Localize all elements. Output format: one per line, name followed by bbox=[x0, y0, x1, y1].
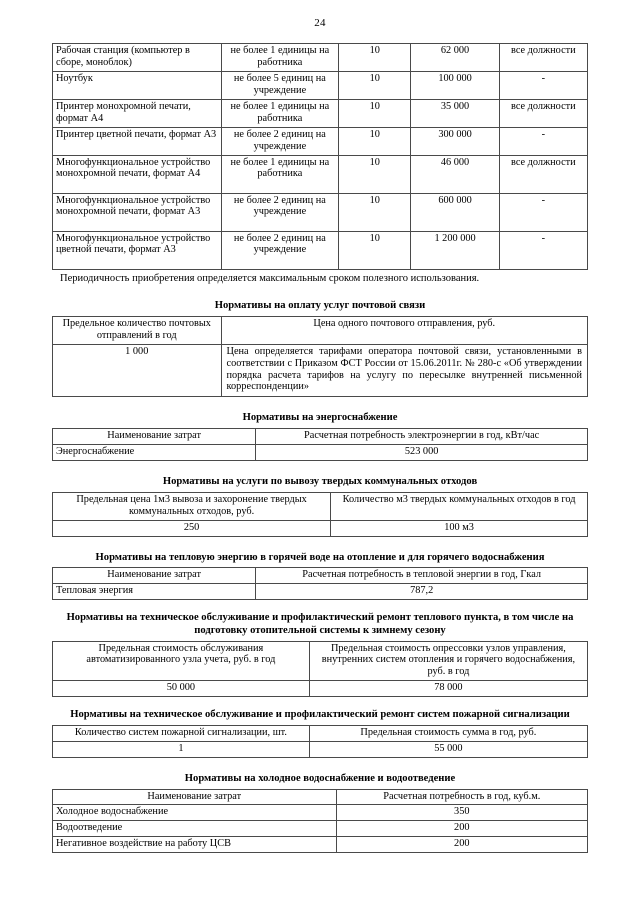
thermal-header-right: Расчетная потребность в тепловой энергии в год, Гкал bbox=[256, 568, 588, 584]
water-row-value: 200 bbox=[336, 821, 587, 837]
equipment-table bbox=[52, 43, 588, 270]
table-row bbox=[53, 520, 588, 536]
postal-header-left: Предельное количество почтовых отправлений в год bbox=[53, 316, 222, 344]
equipment-price: 600 000 bbox=[411, 193, 499, 231]
equipment-period: 10 bbox=[339, 99, 411, 127]
equipment-limit: не более 5 единиц на учреждение bbox=[221, 71, 339, 99]
water-table bbox=[52, 789, 588, 854]
water-section-title: Нормативы на холодное водоснабжение и водоотведение bbox=[184, 772, 456, 784]
table-header-row bbox=[53, 725, 588, 741]
table-row bbox=[53, 99, 588, 127]
table-row bbox=[53, 231, 588, 269]
page-number: 24 bbox=[314, 17, 326, 29]
equipment-positions: все должности bbox=[499, 44, 587, 72]
postal-section-title: Нормативы на оплату услуг почтовой связи bbox=[214, 300, 426, 312]
equipment-limit: не более 1 единицы на работника bbox=[221, 99, 339, 127]
heat-point-value-right: 78 000 bbox=[309, 681, 587, 697]
equipment-name: Многофункциональное устройство цветной печати, формат А3 bbox=[53, 231, 222, 269]
equipment-price: 35 000 bbox=[411, 99, 499, 127]
equipment-positions: - bbox=[499, 127, 587, 155]
table-header-row bbox=[53, 789, 588, 805]
thermal-section-title: Нормативы на тепловую энергию в горячей воде на отопление и для горячего водоснабжения bbox=[95, 551, 545, 563]
equipment-period: 10 bbox=[339, 71, 411, 99]
equipment-name: Многофункциональное устройство монохромной печати, формат А4 bbox=[53, 155, 222, 193]
table-header-row bbox=[53, 316, 588, 344]
energy-table bbox=[52, 428, 588, 461]
table-row bbox=[53, 344, 588, 397]
table-row bbox=[53, 741, 588, 757]
table-row bbox=[53, 155, 588, 193]
table-row bbox=[53, 193, 588, 231]
equipment-limit: не более 2 единиц на учреждение bbox=[221, 193, 339, 231]
equipment-name: Принтер цветной печати, формат А3 bbox=[53, 127, 222, 155]
energy-header-left: Наименование затрат bbox=[53, 429, 256, 445]
energy-row-value: 523 000 bbox=[256, 445, 588, 461]
table-row bbox=[53, 71, 588, 99]
thermal-header-left: Наименование затрат bbox=[53, 568, 256, 584]
equipment-limit: не более 2 единиц на учреждение bbox=[221, 127, 339, 155]
equipment-positions: - bbox=[499, 231, 587, 269]
equipment-positions: все должности bbox=[499, 155, 587, 193]
table-row bbox=[53, 821, 588, 837]
fire-alarm-count-value: 1 bbox=[53, 741, 310, 757]
table-header-row bbox=[53, 641, 588, 681]
heat-point-section-title: Нормативы на техническое обслуживание и профилактический ремонт теплового пункта, в том числе на подготовку отопительной системы к зимнему сезону bbox=[66, 612, 574, 636]
equipment-period: 10 bbox=[339, 231, 411, 269]
equipment-price: 46 000 bbox=[411, 155, 499, 193]
table-header-row bbox=[53, 492, 588, 520]
equipment-price: 300 000 bbox=[411, 127, 499, 155]
equipment-limit: не более 2 единиц на учреждение bbox=[221, 231, 339, 269]
table-row bbox=[53, 445, 588, 461]
equipment-price: 62 000 bbox=[411, 44, 499, 72]
equipment-name: Ноутбук bbox=[53, 71, 222, 99]
waste-header-left: Предельная цена 1м3 вывоза и захоронение твердых коммунальных отходов, руб. bbox=[53, 492, 331, 520]
equipment-price: 100 000 bbox=[411, 71, 499, 99]
equipment-positions: - bbox=[499, 193, 587, 231]
table-row bbox=[53, 837, 588, 853]
equipment-period: 10 bbox=[339, 155, 411, 193]
postal-price-description: Цена определяется тарифами оператора почтовой связи, установленными в соответствии с Приказом ФСТ России от 15.06.2011г. № 280-с «Об утверждении порядка расчета тарифов на услугу по пересылке внутренней письменной корреспонденции» bbox=[221, 344, 587, 397]
equipment-positions: - bbox=[499, 71, 587, 99]
equipment-period: 10 bbox=[339, 44, 411, 72]
table-row bbox=[53, 681, 588, 697]
energy-section-title: Нормативы на энергоснабжение bbox=[242, 412, 398, 424]
equipment-limit: не более 1 единицы на работника bbox=[221, 155, 339, 193]
fire-alarm-header-right: Предельная стоимость сумма в год, руб. bbox=[309, 725, 587, 741]
equipment-price: 1 200 000 bbox=[411, 231, 499, 269]
table-row bbox=[53, 127, 588, 155]
table-row bbox=[53, 584, 588, 600]
water-header-left: Наименование затрат bbox=[53, 789, 337, 805]
postal-table bbox=[52, 316, 588, 398]
waste-section-title: Нормативы на услуги по вывозу твердых коммунальных отходов bbox=[162, 476, 478, 487]
fire-alarm-cost-value: 55 000 bbox=[309, 741, 587, 757]
table-header-row bbox=[53, 568, 588, 584]
heat-point-header-right: Предельная стоимость опрессовки узлов управления, внутренних систем отопления и горячего водоснабжения, руб. в год bbox=[309, 641, 587, 681]
heat-point-value-left: 50 000 bbox=[53, 681, 310, 697]
fire-alarm-table bbox=[52, 725, 588, 758]
water-row-label: Холодное водоснабжение bbox=[53, 805, 337, 821]
waste-price-value: 250 bbox=[53, 520, 331, 536]
thermal-table bbox=[52, 567, 588, 600]
water-row-value: 200 bbox=[336, 837, 587, 853]
water-row-label: Водоотведение bbox=[53, 821, 337, 837]
thermal-row-value: 787,2 bbox=[256, 584, 588, 600]
thermal-row-label: Тепловая энергия bbox=[53, 584, 256, 600]
equipment-limit: не более 1 единицы на работника bbox=[221, 44, 339, 72]
heat-point-header-left: Предельная стоимость обслуживания автоматизированного узла учета, руб. в год bbox=[53, 641, 310, 681]
fire-alarm-section-title: Нормативы на техническое обслуживание и профилактический ремонт систем пожарной сигнализации bbox=[70, 709, 570, 721]
equipment-name: Рабочая станция (компьютер в сборе, моноблок) bbox=[53, 44, 222, 72]
equipment-period: 10 bbox=[339, 127, 411, 155]
table-header-row bbox=[53, 429, 588, 445]
table-row bbox=[53, 805, 588, 821]
energy-header-right: Расчетная потребность электроэнергии в год, кВт/час bbox=[256, 429, 588, 445]
table-row bbox=[53, 44, 588, 72]
equipment-name: Принтер монохромной печати, формат А4 bbox=[53, 99, 222, 127]
water-row-value: 350 bbox=[336, 805, 587, 821]
waste-header-right: Количество м3 твердых коммунальных отходов в год bbox=[331, 492, 588, 520]
energy-row-label: Энергоснабжение bbox=[53, 445, 256, 461]
waste-table bbox=[52, 492, 588, 537]
equipment-positions: все должности bbox=[499, 99, 587, 127]
equipment-name: Многофункциональное устройство монохромной печати, формат А3 bbox=[53, 193, 222, 231]
postal-header-right: Цена одного почтового отправления, руб. bbox=[221, 316, 587, 344]
heat-point-table bbox=[52, 641, 588, 698]
fire-alarm-header-left: Количество систем пожарной сигнализации, шт. bbox=[53, 725, 310, 741]
water-row-label: Негативное воздействие на работу ЦСВ bbox=[53, 837, 337, 853]
equipment-period: 10 bbox=[339, 193, 411, 231]
waste-volume-value: 100 м3 bbox=[331, 520, 588, 536]
equipment-table-note: Периодичность приобретения определяется максимальным сроком полезного использования. bbox=[60, 272, 480, 284]
postal-count-value: 1 000 bbox=[53, 344, 222, 397]
water-header-right: Расчетная потребность в год, куб.м. bbox=[336, 789, 587, 805]
